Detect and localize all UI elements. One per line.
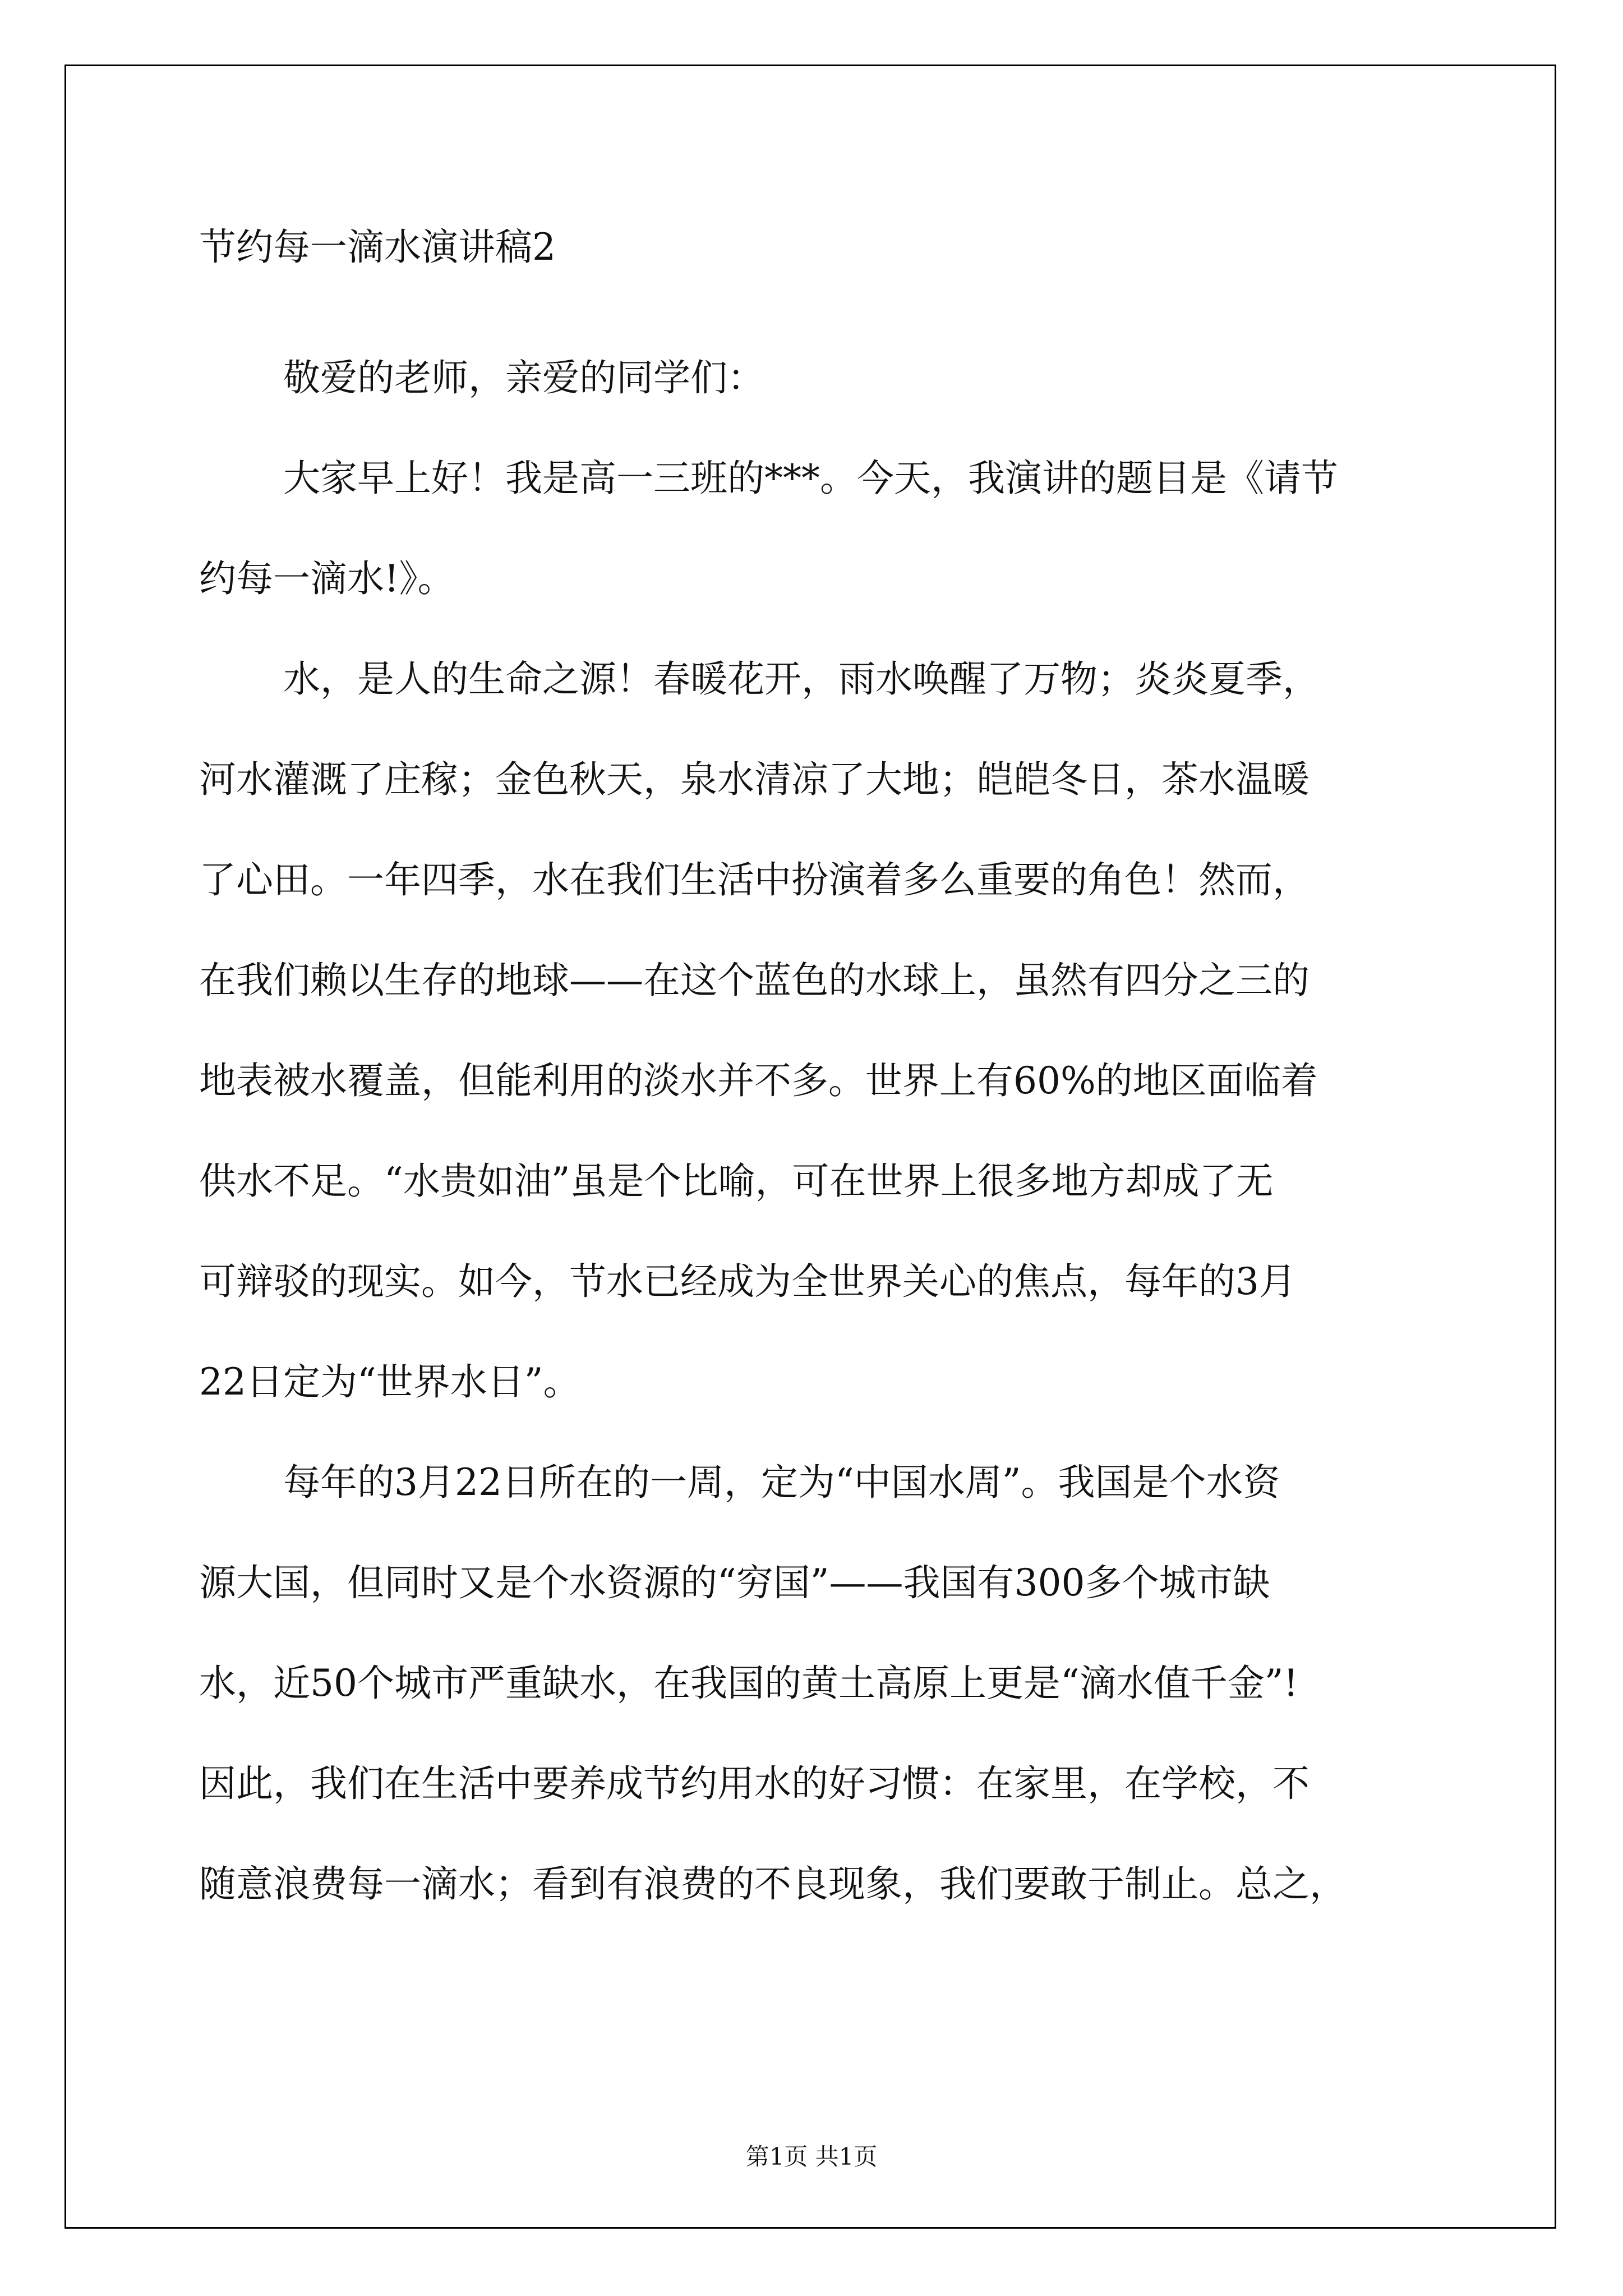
text-line: 地表被水覆盖，但能利用的淡水并不多。世界上有60%的地区面临着 [199, 1059, 1318, 1102]
text-line: 因此，我们在生活中要养成节约用水的好习惯：在家里，在学校，不 [199, 1761, 1310, 1805]
paragraph-greeting [199, 328, 1422, 428]
text-line: 河水灌溉了庄稼；金色秋天，泉水清凉了大地；皑皑冬日，茶水温暖 [199, 757, 1310, 801]
document-title: 节约每一滴水演讲稿2 [199, 226, 556, 269]
document-body [199, 223, 1422, 1934]
text-line: 水，是人的生命之源！春暖花开，雨水唤醒了万物；炎炎夏季， [283, 657, 1320, 701]
paragraph-intro [199, 428, 1422, 629]
text-line: 在我们赖以生存的地球——在这个蓝色的水球上，虽然有四分之三的 [199, 958, 1310, 1002]
text-line: 大家早上好！我是高一三班的***。今天，我演讲的题目是《请节 [283, 456, 1338, 500]
paragraph-water-week [199, 1432, 1422, 1934]
text-line: 了心田。一年四季，水在我们生活中扮演着多么重要的角色！然而， [199, 858, 1310, 901]
text-line: 供水不足。“水贵如油”虽是个比喻，可在世界上很多地方却成了无 [199, 1159, 1274, 1203]
paragraph-water-source [199, 629, 1422, 1432]
text-line: 22日定为“世界水日”。 [199, 1360, 580, 1404]
text-line: 每年的3月22日所在的一周，定为“中国水周”。我国是个水资 [283, 1460, 1280, 1504]
text-line: 水，近50个城市严重缺水，在我国的黄土高原上更是“滴水值千金”! [199, 1661, 1298, 1705]
text-line: 可辩驳的现实。如今，节水已经成为全世界关心的焦点，每年的3月 [199, 1259, 1296, 1303]
text-line: 随意浪费每一滴水；看到有浪费的不良现象，我们要敢于制止。总之， [199, 1862, 1347, 1906]
text-line: 源大国，但同时又是个水资源的“穷国”——我国有300多个城市缺 [199, 1561, 1270, 1604]
text-line: 约每一滴水!》。 [199, 556, 455, 600]
page-footer: 第1页 共1页 [745, 2143, 878, 2170]
text-line: 敬爱的老师，亲爱的同学们： [283, 356, 764, 399]
